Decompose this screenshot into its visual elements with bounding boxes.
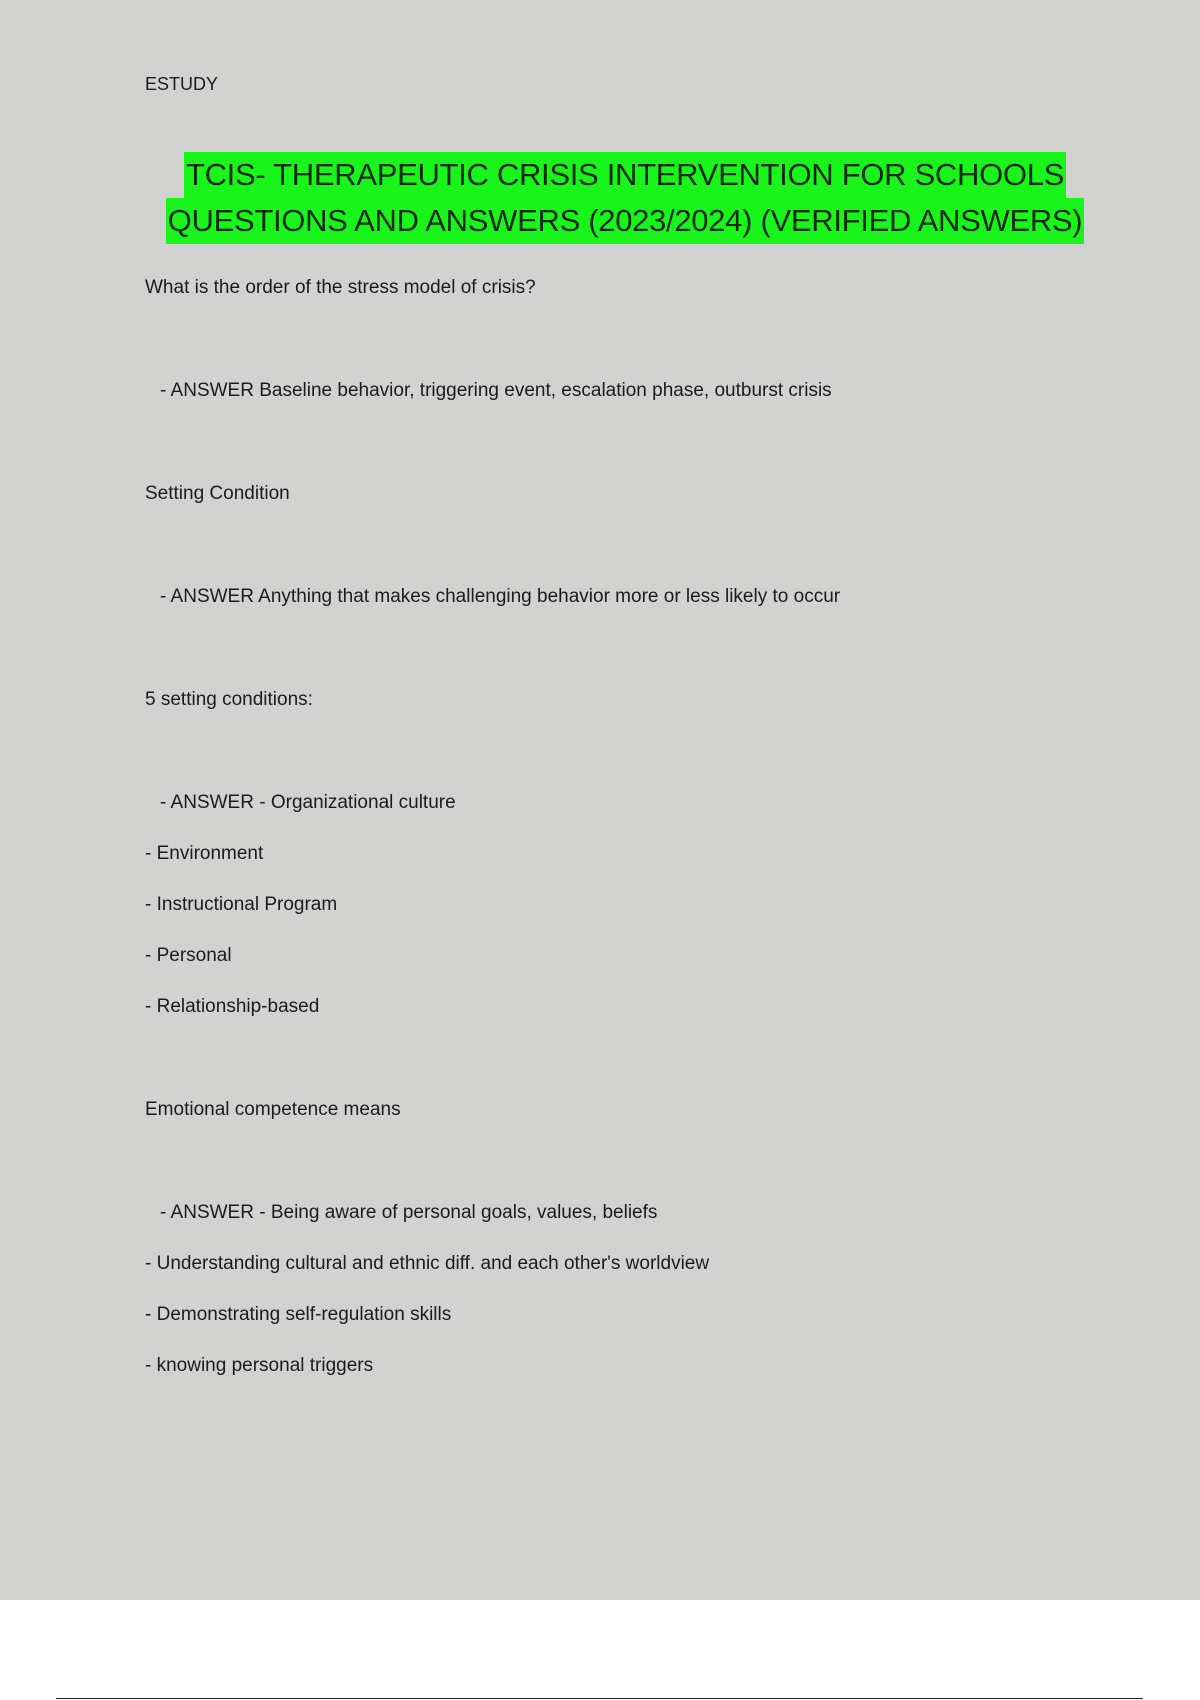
answer-3-line-2: - Environment (145, 843, 264, 864)
answer-4-line-3: - Demonstrating self-regulation skills (145, 1304, 452, 1325)
answer-3-line-3: - Instructional Program (145, 894, 338, 915)
title-line-1: TCIS- THERAPEUTIC CRISIS INTERVENTION FOR SCHOOLS (184, 152, 1066, 198)
document-title (0, 152, 1200, 244)
answer-3-line-4: - Personal (145, 945, 232, 966)
answer-4-line-4: - knowing personal triggers (145, 1355, 374, 1376)
title-line-2: QUESTIONS AND ANSWERS (2023/2024) (VERIFIED ANSWERS) (166, 198, 1085, 244)
question-2: Setting Condition (145, 483, 290, 504)
answer-3-line-1: - ANSWER - Organizational culture (160, 792, 456, 813)
answer-1-line-1: - ANSWER Baseline behavior, triggering event, escalation phase, outburst crisis (160, 380, 832, 401)
answer-4-line-1: - ANSWER - Being aware of personal goals, values, beliefs (160, 1202, 658, 1223)
answer-4-line-2: - Understanding cultural and ethnic diff. and each other's worldview (145, 1253, 710, 1274)
question-4: Emotional competence means (145, 1099, 401, 1120)
answer-3-line-5: - Relationship-based (145, 996, 320, 1017)
answer-2-line-1: - ANSWER Anything that makes challenging behavior more or less likely to occur (160, 586, 841, 607)
footer-divider (56, 1698, 1143, 1699)
question-1: What is the order of the stress model of crisis? (145, 277, 536, 298)
header-label: ESTUDY (145, 74, 219, 94)
question-3: 5 setting conditions: (145, 689, 313, 710)
page-footer (0, 1600, 1200, 1700)
